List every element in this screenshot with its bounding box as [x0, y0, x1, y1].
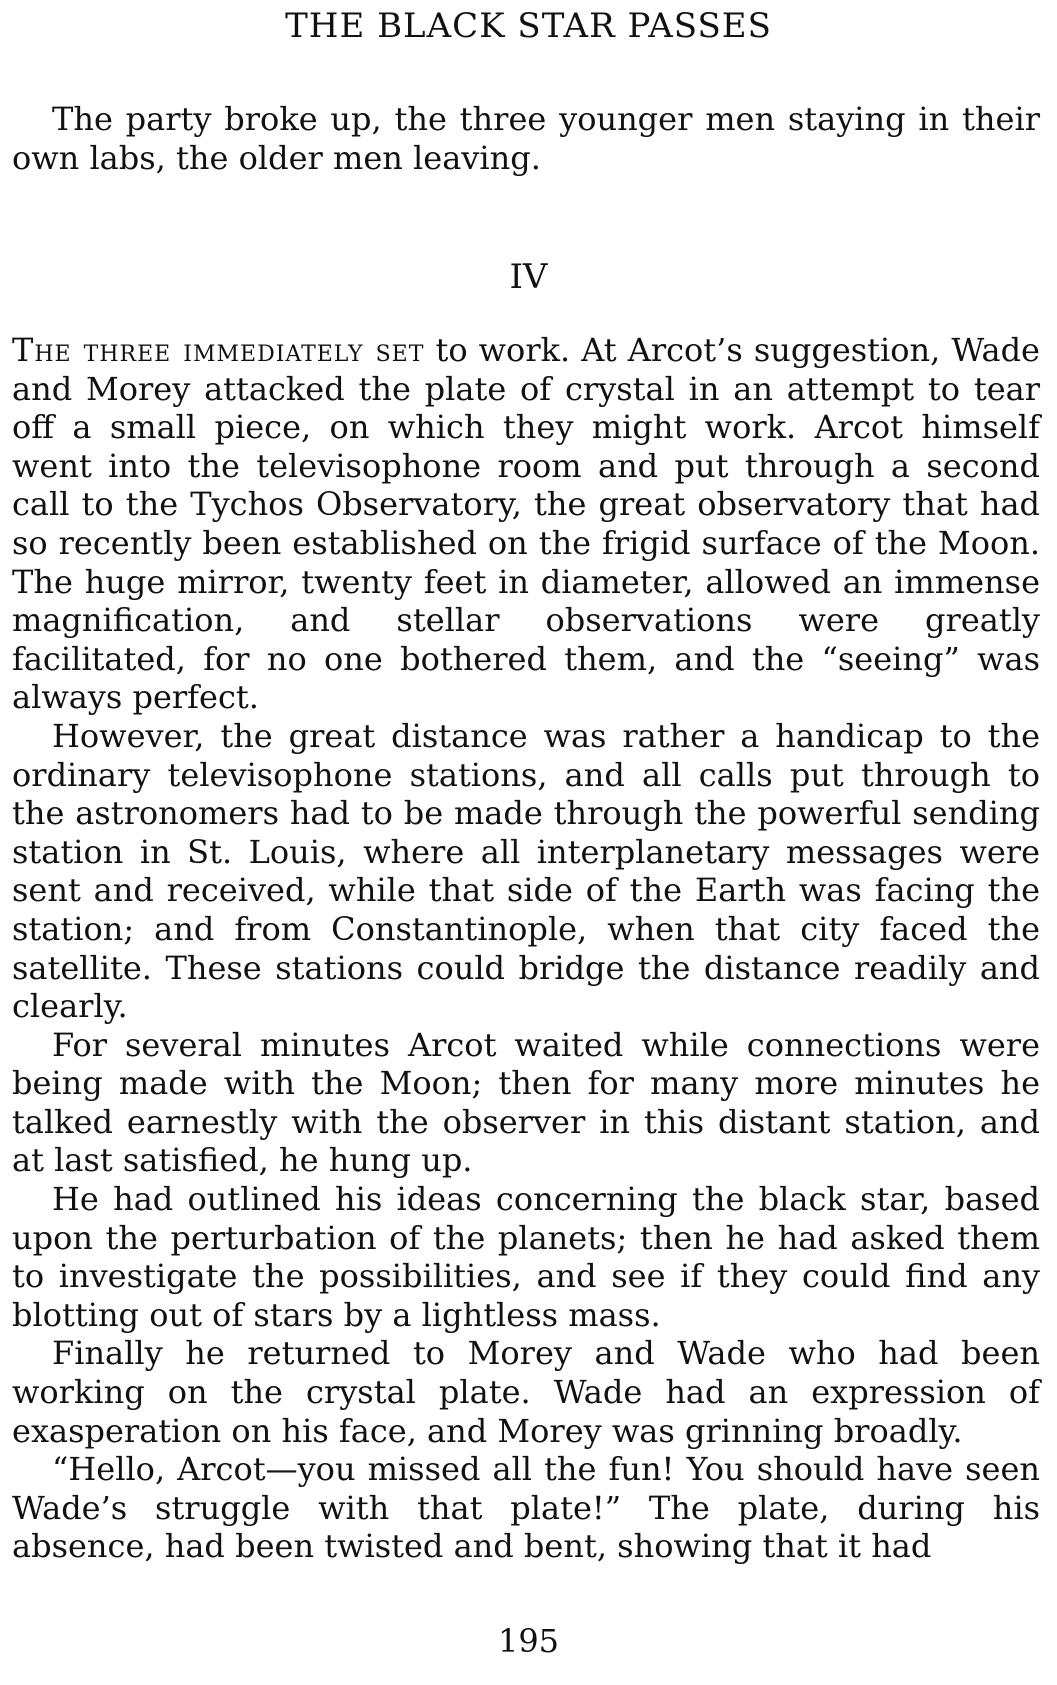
opening-paragraph: The party broke up, the three younger men staying in their own labs, the older men leaving. — [12, 100, 1040, 177]
first-paragraph — [12, 331, 1040, 717]
paragraph-4: He had outlined his ideas concerning the black star, based upon the perturbation of the planets; then he had asked them to investigate the possibilities, and see if they could find any blotting out of stars by a lightless mass. — [12, 1180, 1040, 1334]
main-text-block — [12, 331, 1040, 1566]
small-caps-lead-in: The three immediately set — [12, 331, 425, 369]
paragraph-2: However, the great distance was rather a handicap to the ordinary televisophone stations, and all calls put through to the astronomers had to be made through the powerful sending station in St. Louis, where all interplanetary messages were sent and received, while that side of the Earth was facing the station; and from Constantinople, when that city faced the satellite. These stations could bridge the distance readily and clearly. — [12, 716, 1040, 1026]
paragraph-6: “Hello, Arcot—you missed all the fun! You should have seen Wade’s struggle with that plate!” The plate, during his absence, had been twisted and bent, showing that it had — [12, 1450, 1040, 1566]
section-number: IV — [509, 257, 548, 297]
paragraph-5: Finally he returned to Morey and Wade who had been working on the crystal plate. Wade had an expression of exasperation on his face, and Morey was grinning broadly. — [12, 1334, 1040, 1450]
running-header: THE BLACK STAR PASSES — [285, 6, 772, 46]
opening-text-block — [12, 100, 1040, 177]
first-paragraph-text: to work. At Arcot’s suggestion, Wade and Morey attacked the plate of crystal in an attempt to tear off a small piece, on which they might work. Arcot himself went into the televisophone room and put through a second call to the Tychos Observatory, the great observatory that had so recently been established on the frigid surface of the Moon. The huge mirror, twenty feet in diameter, allowed an immense magnification, and stellar observations were greatly facilitated, for no one bothered them, and the “seeing” was always perfect. — [12, 331, 1040, 717]
paragraph-3: For several minutes Arcot waited while connections were being made with the Moon; then for many more minutes he talked earnestly with the observer in this distant station, and at last satisfied, he hung up. — [12, 1025, 1040, 1180]
page-number: 195 — [497, 1622, 560, 1660]
